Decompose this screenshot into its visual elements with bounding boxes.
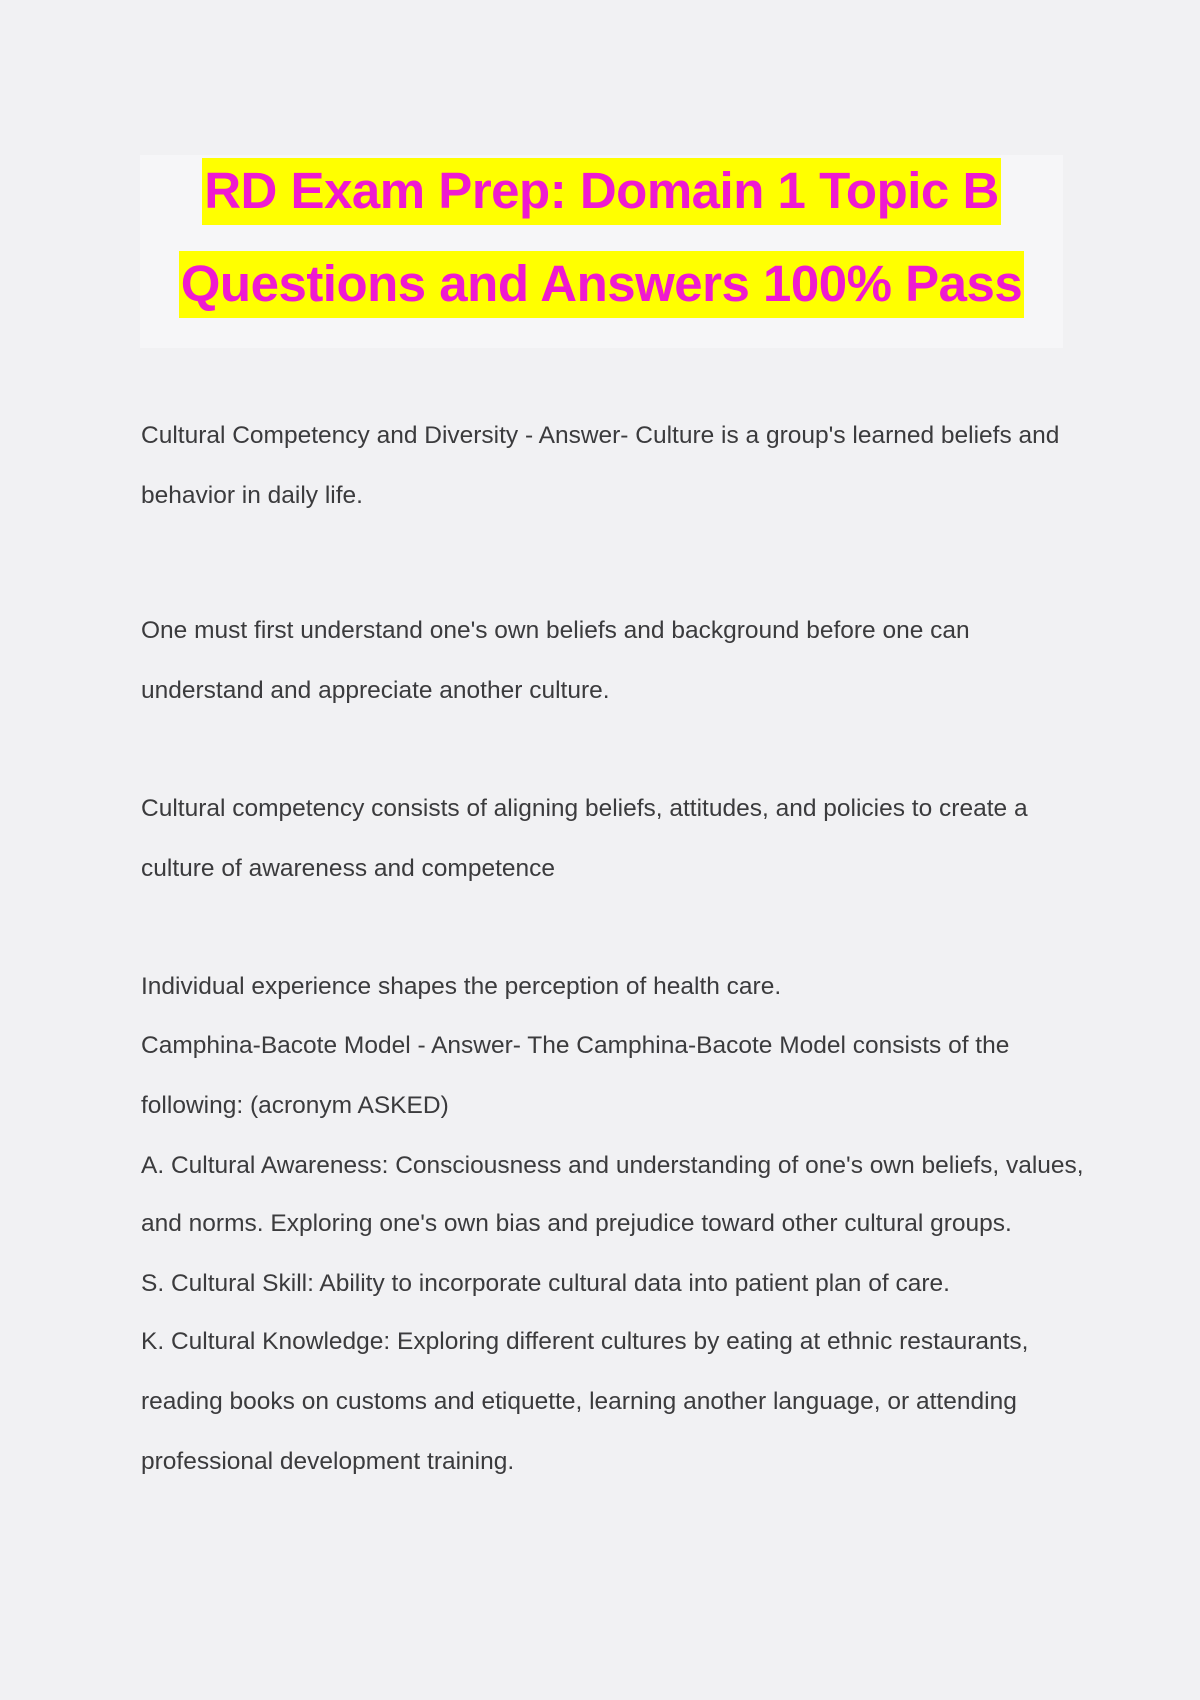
body-text-line: professional development training. [141, 1448, 515, 1475]
document-title-part-1: RD Exam Prep: Domain 1 Topic B [202, 158, 1001, 225]
body-text-line: Camphina-Bacote Model - Answer- The Camphina-Bacote Model consists of the [141, 1032, 1010, 1059]
document-title-part-2: Questions and Answers 100% Pass [179, 251, 1024, 318]
body-text-line: culture of awareness and competence [141, 855, 556, 882]
body-text-line: Cultural Competency and Diversity - Answer- Culture is a group's learned beliefs and [141, 422, 1060, 449]
body-text-line: behavior in daily life. [141, 482, 363, 509]
title-line-2 [140, 255, 1063, 312]
body-text-line: Individual experience shapes the perception of health care. [141, 973, 782, 1000]
body-text-line: reading books on customs and etiquette, learning another language, or attending [141, 1388, 1017, 1415]
body-text-line: K. Cultural Knowledge: Exploring different cultures by eating at ethnic restaurants, [141, 1328, 1029, 1355]
body-text-line: A. Cultural Awareness: Consciousness and understanding of one's own beliefs, values, [141, 1152, 1084, 1179]
body-text-line: S. Cultural Skill: Ability to incorporate cultural data into patient plan of care. [141, 1270, 950, 1297]
title-line-1 [140, 162, 1063, 219]
body-text-line: following: (acronym ASKED) [141, 1092, 449, 1119]
body-text-line: understand and appreciate another culture. [141, 677, 610, 704]
body-text-line: and norms. Exploring one's own bias and prejudice toward other cultural groups. [141, 1210, 1012, 1237]
title-block [140, 155, 1063, 348]
body-text-line: Cultural competency consists of aligning beliefs, attitudes, and policies to create a [141, 795, 1028, 822]
body-text-line: One must first understand one's own beliefs and background before one can [141, 617, 970, 644]
